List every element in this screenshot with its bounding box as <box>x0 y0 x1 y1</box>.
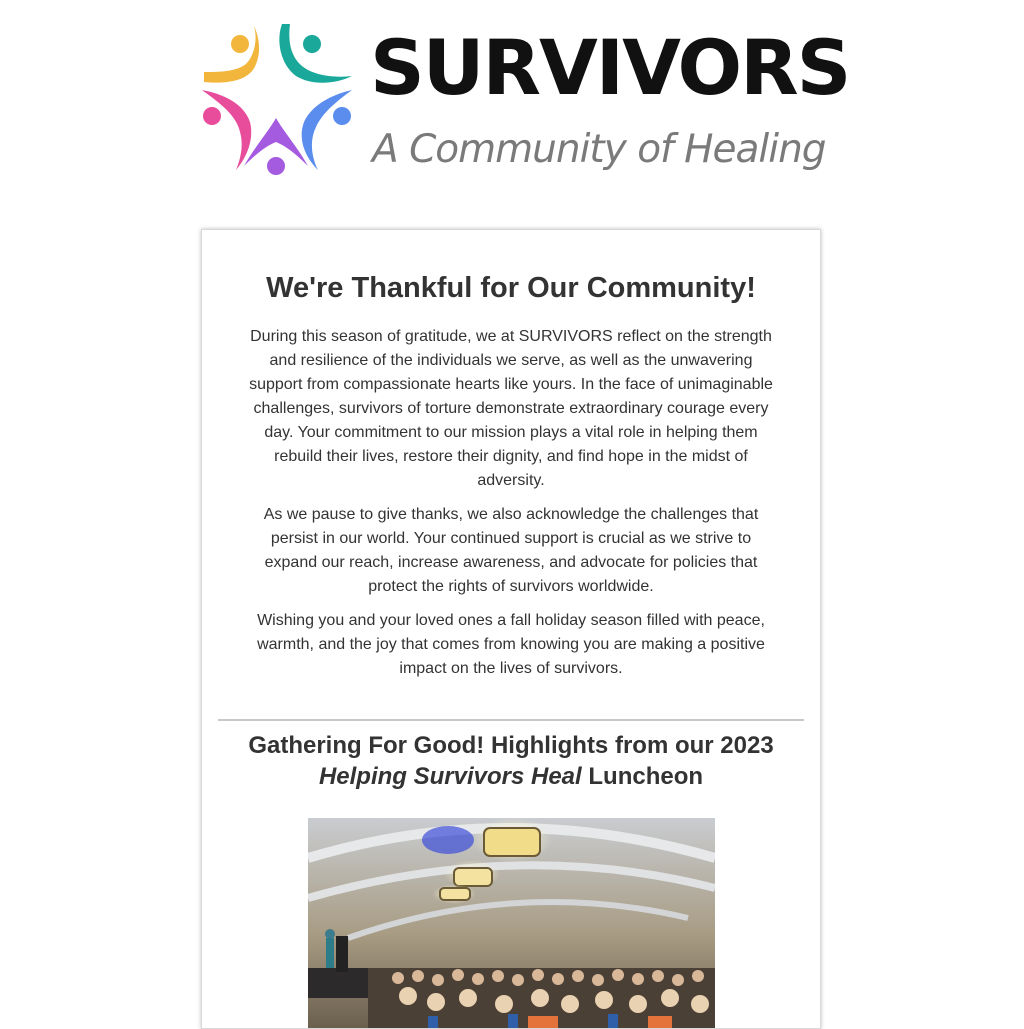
brand-tagline: A Community of Healing <box>372 127 826 172</box>
gratitude-paragraph: During this season of gratitude, we at SURVIVORS reflect on the strength and resilience of the individuals we serve, as well as the unwavering support from compassionate hearts like yours. In the face of unimaginable challenges, survivors of torture demonstrate extraordinary courage every day. Your commitment to our mission plays a vital role in helping them rebuild their lives, restore their dignity, and find hope in the midst of adversity. <box>249 328 773 489</box>
luncheon-title-end: Luncheon <box>581 763 704 790</box>
newsletter-card <box>201 229 821 1029</box>
luncheon-title-italic: Helping Survivors Heal <box>318 763 582 790</box>
newsletter-title: We're Thankful for Our Community! <box>266 272 756 304</box>
brand-name: SURVIVORS <box>370 23 850 112</box>
email-header <box>0 0 1024 220</box>
survivors-star-logo-icon[interactable] <box>196 20 356 180</box>
holiday-wishes-paragraph: Wishing you and your loved ones a fall holiday season filled with peace, warmth, and the joy that comes from knowing you are making a positive impact on the lives of survivors. <box>257 612 765 677</box>
luncheon-highlights-title <box>202 730 820 792</box>
section-divider <box>218 719 804 721</box>
challenges-paragraph: As we pause to give thanks, we also acknowledge the challenges that persist in our world. Your continued support is crucial as we strive to expand our reach, increase awareness, and advocate for policies that protect the rights of survivors worldwide. <box>263 506 759 595</box>
luncheon-title-line1: Gathering For Good! Highlights from our 2023 <box>248 732 774 759</box>
luncheon-banquet-hall-photo[interactable] <box>308 818 715 1028</box>
